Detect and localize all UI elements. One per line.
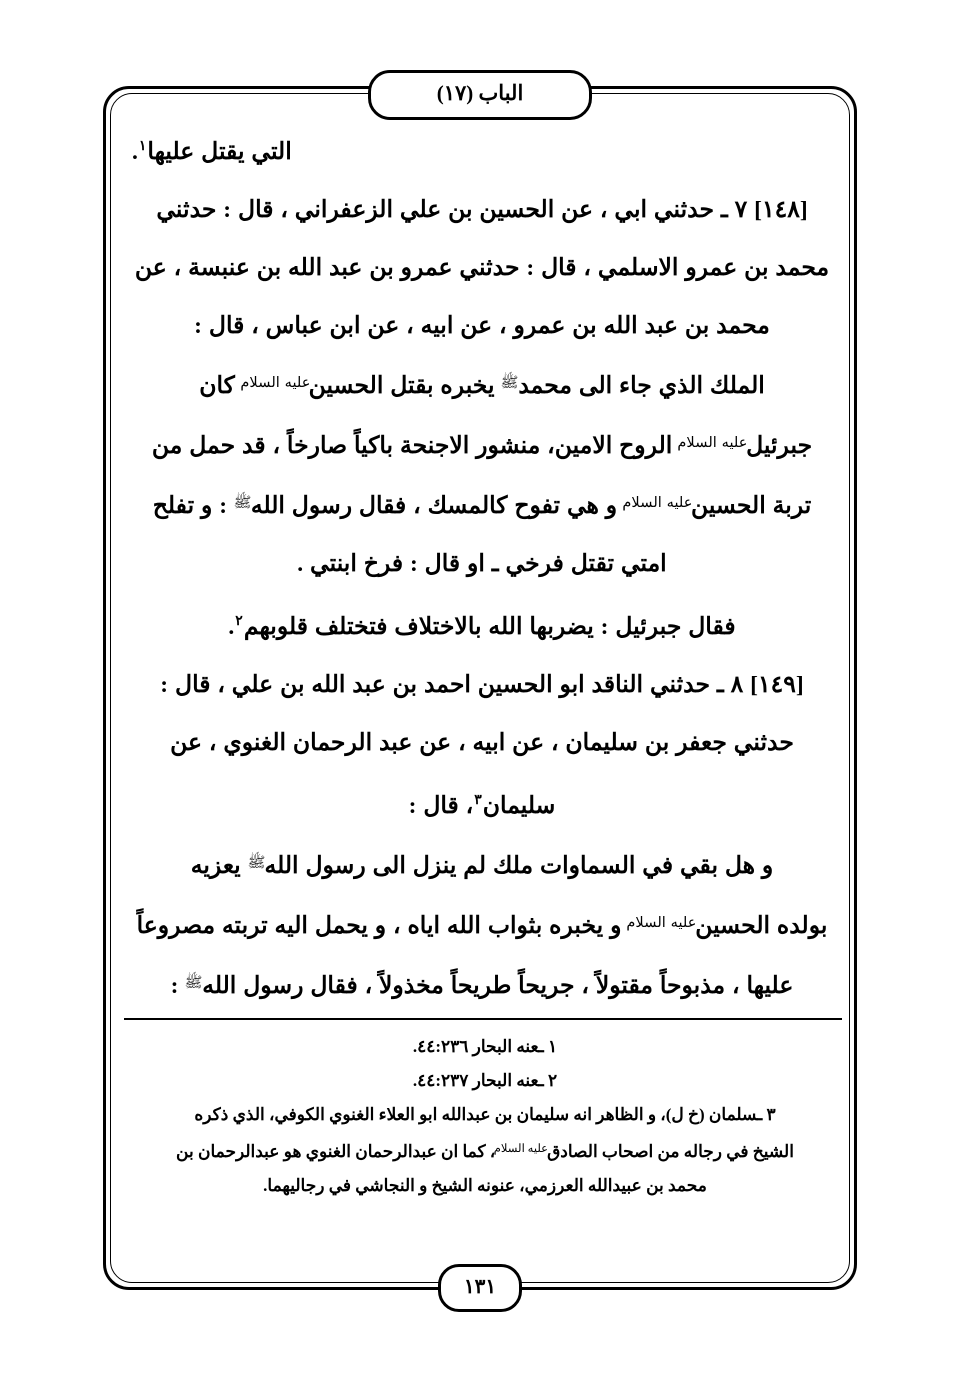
matn-148-seg-1b: يخبره بقتل الحسين (308, 373, 495, 399)
matn-149-seg-3b: : (170, 973, 179, 999)
matn-148-seg-3a: تربة الحسين (690, 493, 812, 519)
hadith-149-isnad-line-2 (132, 714, 832, 772)
footnote-2-number: ٢ ـ (538, 1071, 558, 1090)
hadith-149-number-marker: [١٤٩] ٨ ـ (716, 672, 804, 698)
hadith-149-matn-line-3 (132, 955, 832, 1015)
footnote-item-3-line-1 (132, 1098, 838, 1132)
honorific-sallallahu-alayhi-wa-alih-icon: ﷺ (247, 855, 265, 872)
footnote-item-2 (132, 1064, 838, 1098)
hadith-148-isnad-line-2 (132, 239, 832, 297)
footnote-separator-rule (124, 1018, 842, 1020)
honorific-alayhi-salam-icon: عليه السلام (626, 915, 697, 932)
hadith-149-isnad-text-3a: سليمان (482, 793, 556, 819)
footnote-3-text-line-2a: الشيخ في رجاله من اصحاب الصادق (547, 1142, 794, 1161)
footnote-3-text-line-3: محمد بن عبيدالله العرزمي، عنونه الشيخ و النجاشي في رجاليهما. (263, 1176, 707, 1195)
hadith-148-isnad-text-3: محمد بن عبد الله بن عمرو ، عن ابيه ، عن ابن عباس ، قال : (194, 313, 770, 339)
chapter-badge-label: الباب (١٧) (436, 81, 524, 105)
chapter-badge (368, 70, 592, 120)
hadith-149-isnad-text-3b: ، قال : (408, 793, 474, 819)
hadith-148-isnad-text-2: محمد بن عمرو الاسلمي ، قال : حدثني عمرو بن عبد الله بن عنبسة ، عن (134, 255, 830, 281)
hadith-148-isnad-line-3 (132, 297, 832, 355)
hadith-148-matn-line-3 (132, 475, 832, 535)
footnote-ref-2: ٢ (235, 614, 243, 629)
hadith-148-isnad-line-1 (132, 181, 832, 239)
matn-149-seg-1b: يعزيه (190, 853, 241, 879)
hadith-148-matn-line-2 (132, 415, 832, 475)
matn-148-seg-3b: و هي تفوح كالمسك ، فقال رسول الله (250, 493, 618, 519)
matn-149-seg-2a: بولده الحسين (695, 913, 828, 939)
matn-149-seg-1a: و هل بقي في السماوات ملك لم ينزل الى رسول الله (264, 853, 774, 879)
footnotes-section (132, 1030, 838, 1203)
honorific-alayhi-salam-icon: عليه السلام (622, 495, 693, 512)
matn-148-period: . (228, 614, 235, 640)
honorific-sallallahu-alayhi-wa-alih-icon: ﷺ (233, 495, 252, 512)
footnote-3-text-line-1: سلمان (خ ل)، و الظاهر انه سليمان بن عبدالله ابو العلاء الغنوي الكوفي، الذي ذكره (194, 1105, 758, 1124)
footnote-item-1 (132, 1030, 838, 1064)
hadith-148-matn-line-5 (132, 593, 832, 656)
honorific-alayhi-salam-icon: عليه السلام (239, 375, 311, 392)
hadith-149-isnad-text-1: حدثني الناقد ابو الحسين احمد بن عبد الله بن علي ، قال : (160, 672, 711, 698)
hadith-148-number-marker: [١٤٨] ٧ ـ (720, 197, 808, 223)
paragraph-continuation-line (132, 118, 832, 181)
footnote-3-number: ٣ ـ (757, 1105, 776, 1124)
matn-148-seg-1a: الملك الذي جاء الى محمد (518, 373, 765, 399)
matn-149-seg-2b: و يخبره بثواب الله اياه ، و يحمل اليه تربته مصروعاً (136, 913, 622, 939)
footnote-item-3-line-2 (132, 1132, 838, 1169)
hadith-149-isnad-line-1 (132, 656, 832, 714)
page-number-label: ١٣١ (463, 1275, 497, 1298)
hadith-149-isnad-line-3 (132, 772, 832, 835)
footnote-item-3-line-3 (132, 1169, 838, 1203)
honorific-alayhi-salam-icon: عليه السلام (677, 435, 748, 452)
matn-148-seg-2b: الروح الامين، منشور الاجنحة باكياً صارخاً ، قد حمل من (151, 433, 673, 459)
hadith-149-isnad-text-2: حدثني جعفر بن سليمان ، عن ابيه ، عن عبد الرحمان الغنوي ، عن (170, 730, 794, 756)
footnote-1-text: عنه البحار ٤٤:٢٣٦. (412, 1037, 539, 1056)
page-number-badge (438, 1264, 522, 1312)
footnote-3-text-line-2b: ، كما ان عبدالرحمان الغنوي هو عبدالرحمان بن (176, 1142, 496, 1161)
footnote-ref-3: ٣ (474, 793, 482, 808)
matn-148-seg-3c: : و تفلح (152, 493, 228, 519)
honorific-sallallahu-alayhi-wa-alih-icon: ﷺ (184, 975, 203, 992)
matn-148-seg-5: فقال جبرئيل : يضربها الله بالاختلاف فتختلف قلوبهم (243, 614, 736, 640)
matn-148-seg-4: امتي تقتل فرخي ـ او قال : فرخ ابنتي . (297, 551, 667, 577)
hadith-148-matn-line-4 (132, 535, 832, 593)
matn-149-seg-3a: عليها ، مذبوحاً مقتولاً ، جريحاً طريحاً مخذولاً ، فقال رسول الله (202, 973, 794, 999)
hadith-149-matn-line-2 (132, 895, 832, 955)
page-text-body (132, 118, 832, 1015)
hadith-148-matn-line-1 (132, 355, 832, 415)
hadith-149-matn-line-1 (132, 835, 832, 895)
matn-148-seg-2a: جبرئيل (746, 433, 813, 459)
hadith-148-isnad-text-1: حدثني ابي ، عن الحسين بن علي الزعفراني ، قال : حدثني (156, 197, 714, 223)
continuation-period: . (132, 139, 138, 165)
footnote-1-number: ١ ـ (538, 1037, 558, 1056)
footnote-2-text: عنه البحار ٤٤:٢٣٧. (412, 1071, 539, 1090)
footnote-ref-1: ١ (138, 139, 147, 154)
honorific-sallallahu-alayhi-wa-alih-icon: ﷺ (500, 375, 519, 392)
continuation-text: التي يقتل عليها (147, 139, 292, 165)
matn-148-seg-1c: كان (199, 373, 235, 399)
honorific-alayhi-salam-icon: عليه السلام (494, 1142, 549, 1156)
